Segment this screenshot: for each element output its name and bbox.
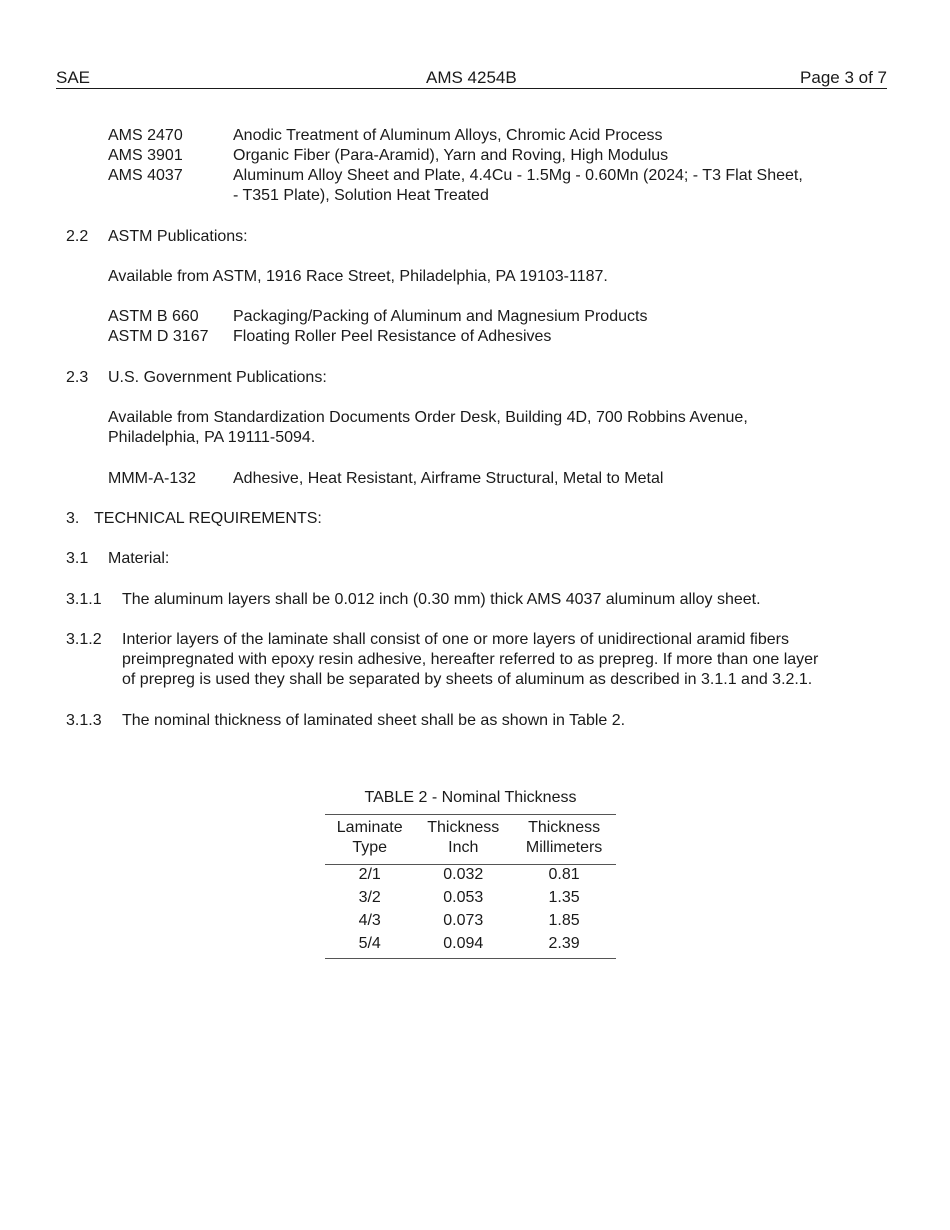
paragraph-text: Interior layers of the laminate shall consist of one or more layers of unidirectional aramid fibers	[122, 631, 789, 648]
section-number: 3.1	[66, 550, 89, 567]
paragraph-number: 3.1.3	[66, 712, 102, 729]
table-caption: TABLE 2 - Nominal Thickness	[364, 789, 577, 806]
table-cell: 5/4	[325, 933, 414, 959]
ref-title-continued: - T351 Plate), Solution Heat Treated	[233, 187, 489, 204]
column-header: Laminate Type	[325, 815, 414, 865]
ref-code: MMM-A-132	[108, 470, 197, 487]
table-row	[325, 933, 616, 959]
table-row	[325, 910, 616, 933]
table-cell: 0.094	[414, 933, 512, 959]
thickness-table	[325, 814, 616, 959]
section-number: 2.3	[66, 369, 89, 386]
table-cell: 1.35	[548, 889, 580, 906]
availability-text: Available from ASTM, 1916 Race Street, Philadelphia, PA 19103-1187.	[108, 268, 608, 285]
ref-code: AMS 3901	[108, 147, 183, 164]
table-cell: 0.032	[443, 866, 484, 883]
table-cell: 3/2	[358, 889, 381, 906]
section-title: ASTM Publications:	[108, 228, 248, 245]
paragraph-number: 3.1.2	[66, 631, 102, 648]
ref-code: AMS 2470	[108, 127, 183, 144]
paragraph-text: The nominal thickness of laminated sheet shall be as shown in Table 2.	[122, 712, 626, 729]
ref-title: Packaging/Packing of Aluminum and Magnesium Products	[233, 308, 648, 325]
paragraph-number: 3.1.1	[66, 591, 102, 608]
section-number: 3.	[66, 510, 80, 527]
ref-title: Floating Roller Peel Resistance of Adhesives	[233, 328, 552, 345]
paragraph-text: The aluminum layers shall be 0.012 inch (0.30 mm) thick AMS 4037 aluminum alloy sheet.	[122, 591, 761, 608]
header-page-number: Page 3 of 7	[800, 68, 887, 87]
paragraph-text: preimpregnated with epoxy resin adhesive, hereafter referred to as prepreg. If more than one layer	[122, 651, 819, 668]
section-title: TECHNICAL REQUIREMENTS:	[94, 510, 322, 527]
section-number: 2.2	[66, 228, 89, 245]
header-doc-number: AMS 4254B	[426, 68, 517, 87]
column-header: Thickness Millimeters	[512, 815, 616, 865]
table-cell: 0.073	[443, 912, 484, 929]
ref-title: Anodic Treatment of Aluminum Alloys, Chromic Acid Process	[233, 127, 663, 144]
ref-code: ASTM D 3167	[108, 328, 209, 345]
paragraph-text: of prepreg is used they shall be separated by sheets of aluminum as described in 3.1.1 and 3.2.1.	[122, 671, 813, 688]
table-row	[325, 865, 616, 888]
availability-text-continued: Philadelphia, PA 19111-5094.	[108, 429, 316, 446]
table-cell: 0.81	[548, 866, 580, 883]
table-cell: 2.39	[512, 933, 616, 959]
ref-title: Adhesive, Heat Resistant, Airframe Structural, Metal to Metal	[233, 470, 664, 487]
ref-code: ASTM B 660	[108, 308, 199, 325]
section-title: Material:	[108, 550, 170, 567]
page-header	[56, 68, 887, 89]
table-cell: 4/3	[358, 912, 381, 929]
table-row	[325, 887, 616, 910]
table-cell: 2/1	[358, 866, 381, 883]
section-title: U.S. Government Publications:	[108, 369, 327, 386]
ref-title: Aluminum Alloy Sheet and Plate, 4.4Cu - 1.5Mg - 0.60Mn (2024; - T3 Flat Sheet,	[233, 167, 803, 184]
ref-title: Organic Fiber (Para-Aramid), Yarn and Roving, High Modulus	[233, 147, 669, 164]
header-org: SAE	[56, 68, 91, 87]
column-header: Thickness Inch	[414, 815, 512, 865]
table-cell: 1.85	[548, 912, 580, 929]
ref-code: AMS 4037	[108, 167, 183, 184]
table-cell: 0.053	[443, 889, 484, 906]
availability-text: Available from Standardization Documents Order Desk, Building 4D, 700 Robbins Avenue,	[108, 409, 748, 426]
